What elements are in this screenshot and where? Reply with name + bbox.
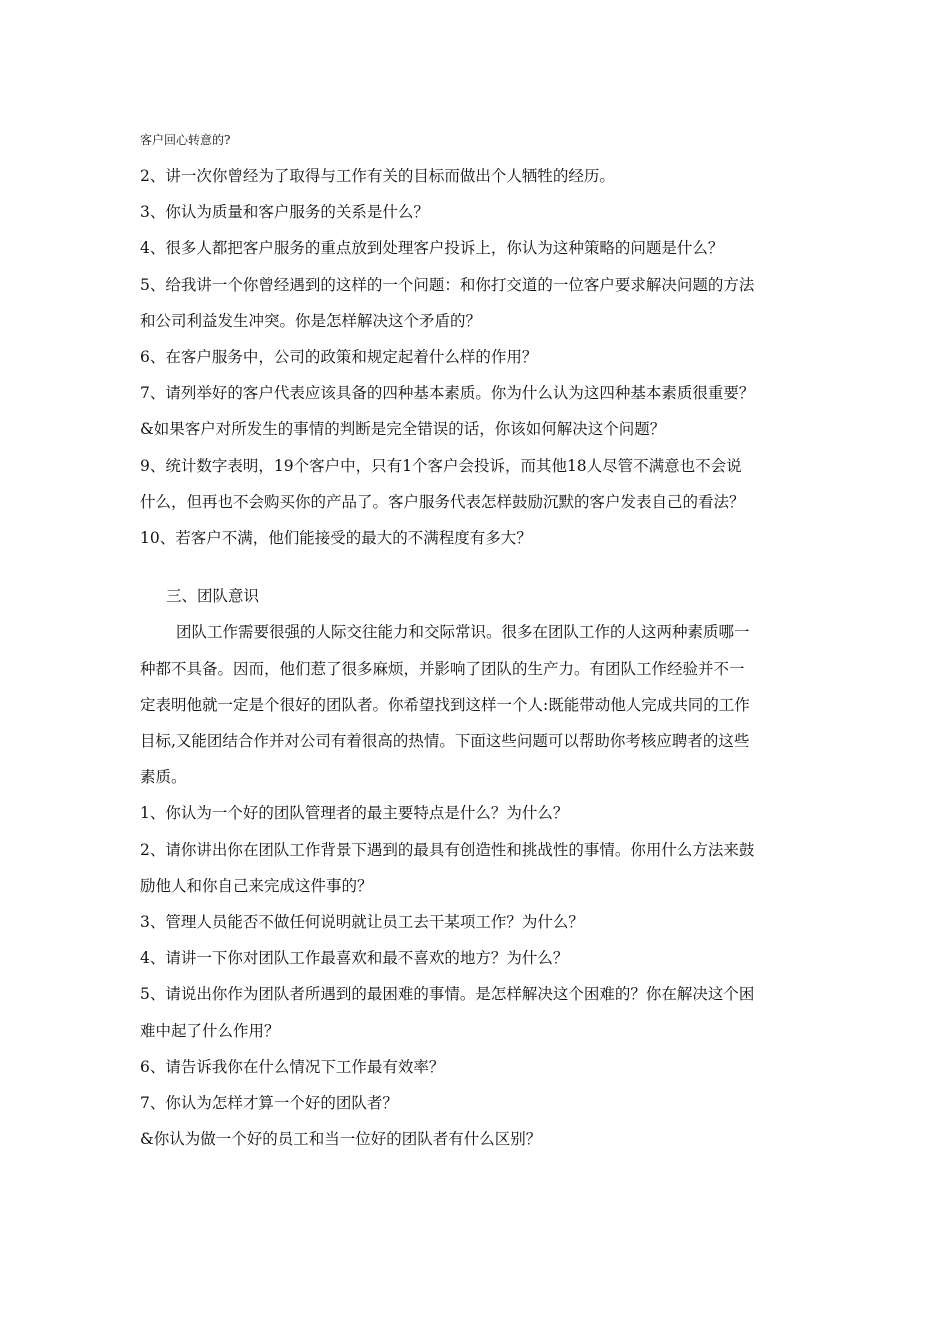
question-line: 励他人和你自己来完成这件事的？ bbox=[140, 876, 373, 895]
question-line: 6、在客户服务中，公司的政策和规定起着什么样的作用？ bbox=[140, 348, 538, 367]
question-line: 3、管理人员能否不做任何说明就让员工去干某项工作？为什么？ bbox=[140, 913, 584, 932]
question-line: 5、给我讲一个你曾经遇到的这样的一个问题：和你打交道的一位客户要求解决问题的方法 bbox=[140, 275, 755, 294]
section-heading: 三、团队意识 bbox=[166, 587, 260, 606]
continuation-text: 客户回心转意的? bbox=[140, 133, 231, 147]
question-line: 6、请告诉我你在什么情况下工作最有效率？ bbox=[140, 1057, 445, 1076]
section-intro bbox=[140, 614, 830, 795]
customer-service-questions bbox=[140, 158, 830, 556]
question-line: 5、请说出你作为团队者所遇到的最困难的事情。是怎样解决这个困难的？你在解决这个困 bbox=[140, 985, 755, 1004]
question-line: &你认为做一个好的员工和当一位好的团队者有什么区别？ bbox=[140, 1130, 542, 1149]
question-line: 4、请讲一下你对团队工作最喜欢和最不喜欢的地方？为什么？ bbox=[140, 949, 569, 968]
intro-line: 种都不具备。因而，他们惹了很多麻烦，并影响了团队的生产力。有团队工作经验并不一 bbox=[140, 659, 745, 678]
intro-line: 目标,又能团结合作并对公司有着很高的热情。下面这些问题可以帮助你考核应聘者的这些 bbox=[140, 732, 750, 751]
question-line: 3、你认为质量和客户服务的关系是什么？ bbox=[140, 203, 429, 222]
intro-line: 团队工作需要很强的人际交往能力和交际常识。很多在团队工作的人这两种素质哪一 bbox=[176, 623, 750, 642]
question-line: 10、若客户不满，他们能接受的最大的不满程度有多大？ bbox=[140, 529, 532, 548]
question-line: 1、你认为一个好的团队管理者的最主要特点是什么？为什么？ bbox=[140, 804, 569, 823]
question-line: 什么，但再也不会购买你的产品了。客户服务代表怎样鼓励沉默的客户发表自己的看法？ bbox=[140, 492, 745, 511]
question-line: 2、讲一次你曾经为了取得与工作有关的目标而做出个人牺牲的经历。 bbox=[140, 167, 615, 185]
question-line: 9、统计数字表明，19个客户中，只有1个客户会投诉，而其他18人尽管不满意也不会说 bbox=[140, 456, 742, 475]
intro-line: 素质。 bbox=[140, 768, 187, 787]
document-page bbox=[140, 128, 830, 1157]
question-line: 7、请列举好的客户代表应该具备的四种基本素质。你为什么认为这四种基本素质很重要？ bbox=[140, 384, 755, 403]
teamwork-questions bbox=[140, 795, 830, 1157]
question-line: &如果客户对所发生的事情的判断是完全错误的话，你该如何解决这个问题？ bbox=[140, 420, 666, 439]
question-line: 4、很多人都把客户服务的重点放到处理客户投诉上，你认为这种策略的问题是什么？ bbox=[140, 239, 724, 258]
question-line: 难中起了什么作用？ bbox=[140, 1021, 280, 1040]
question-line: 和公司利益发生冲突。你是怎样解决这个矛盾的？ bbox=[140, 311, 482, 330]
question-line: 7、你认为怎样才算一个好的团队者？ bbox=[140, 1094, 398, 1113]
intro-line: 定表明他就一定是个很好的团队者。你希望找到这样一个人:既能带动他人完成共同的工作 bbox=[140, 695, 750, 714]
question-line: 2、请你讲出你在团队工作背景下遇到的最具有创造性和挑战性的事情。你用什么方法来鼓 bbox=[140, 840, 755, 859]
